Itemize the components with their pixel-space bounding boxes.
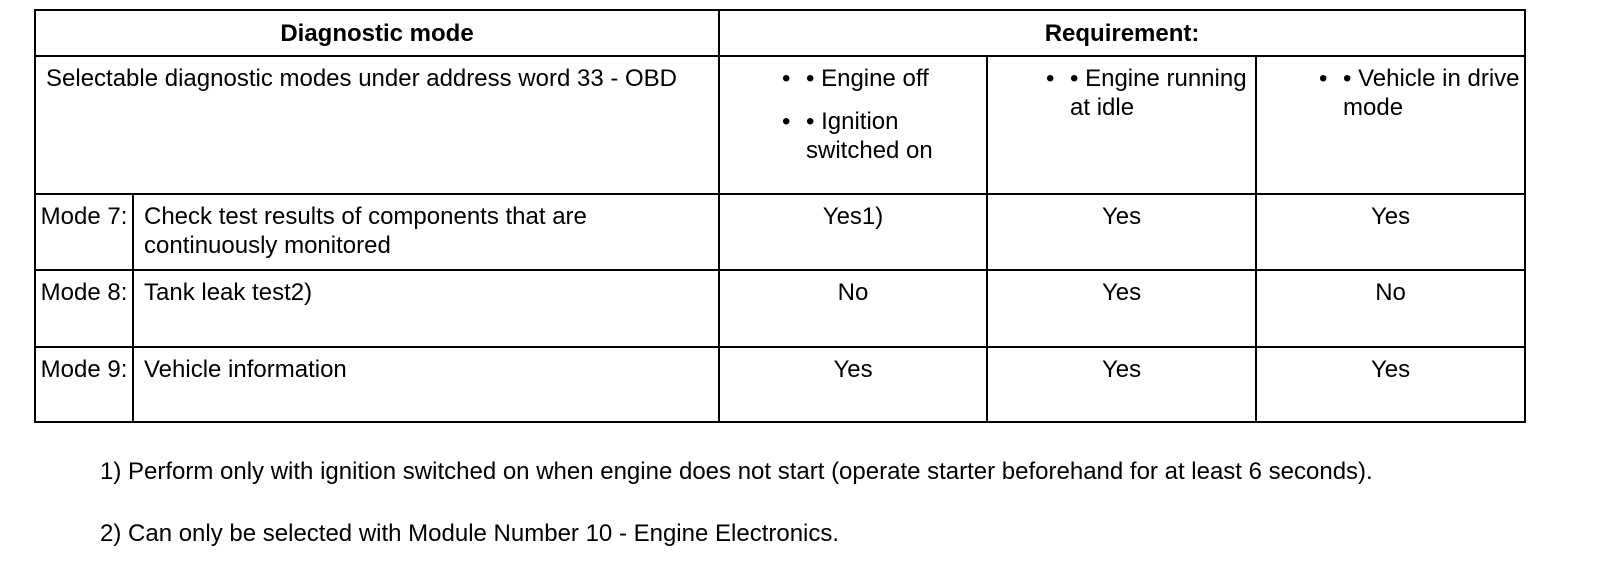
value-drive-mode: No <box>1256 270 1525 347</box>
requirement-item <box>720 107 986 165</box>
header-row <box>35 10 1525 56</box>
footnote-2: 2) Can only be selected with Module Number 10 - Engine Electronics. <box>100 520 840 547</box>
value-engine-idle: Yes <box>987 194 1256 270</box>
requirement-drive-mode <box>1256 56 1525 194</box>
requirement-list <box>1257 57 1524 122</box>
value-engine-off: Yes1) <box>719 194 987 270</box>
mode-description: Tank leak test2) <box>133 270 719 347</box>
bullet-icon: • <box>1319 65 1328 92</box>
selectable-modes-description: Selectable diagnostic modes under address word 33 - OBD <box>35 56 719 194</box>
value-engine-off: Yes <box>719 347 987 422</box>
value-engine-off: No <box>719 270 987 347</box>
mode-number: Mode 9: <box>35 347 133 422</box>
table-row <box>35 347 1525 422</box>
requirement-text: • Ignition switched on <box>806 108 933 164</box>
footnote-1: 1) Perform only with ignition switched on when engine does not start (operate starter beforehand for at least 6 seconds). <box>100 458 1373 485</box>
value-engine-idle: Yes <box>987 347 1256 422</box>
requirement-text: • Engine off <box>806 65 929 92</box>
diagnostic-modes-table <box>34 9 1526 423</box>
diagnostic-mode-header: Diagnostic mode <box>35 10 719 56</box>
requirement-item <box>720 64 986 93</box>
requirement-item <box>1257 64 1524 122</box>
requirement-engine-idle <box>987 56 1256 194</box>
mode-number: Mode 7: <box>35 194 133 270</box>
bullet-icon: • <box>782 65 791 92</box>
subheader-row <box>35 56 1525 194</box>
requirement-text: • Vehicle in drive mode <box>1343 65 1520 121</box>
requirement-text: • Engine running at idle <box>1070 65 1247 121</box>
mode-description: Vehicle information <box>133 347 719 422</box>
mode-description: Check test results of components that are continuously monitored <box>133 194 719 270</box>
value-drive-mode: Yes <box>1256 194 1525 270</box>
value-engine-idle: Yes <box>987 270 1256 347</box>
requirement-header: Requirement: <box>719 10 1525 56</box>
requirement-engine-off-ignition-on <box>719 56 987 194</box>
requirement-list <box>720 57 986 165</box>
value-drive-mode: Yes <box>1256 347 1525 422</box>
table-row <box>35 270 1525 347</box>
bullet-icon: • <box>1046 65 1055 92</box>
mode-number: Mode 8: <box>35 270 133 347</box>
bullet-icon: • <box>782 108 791 135</box>
requirement-item <box>988 64 1255 122</box>
requirement-list <box>988 57 1255 122</box>
table-row <box>35 194 1525 270</box>
